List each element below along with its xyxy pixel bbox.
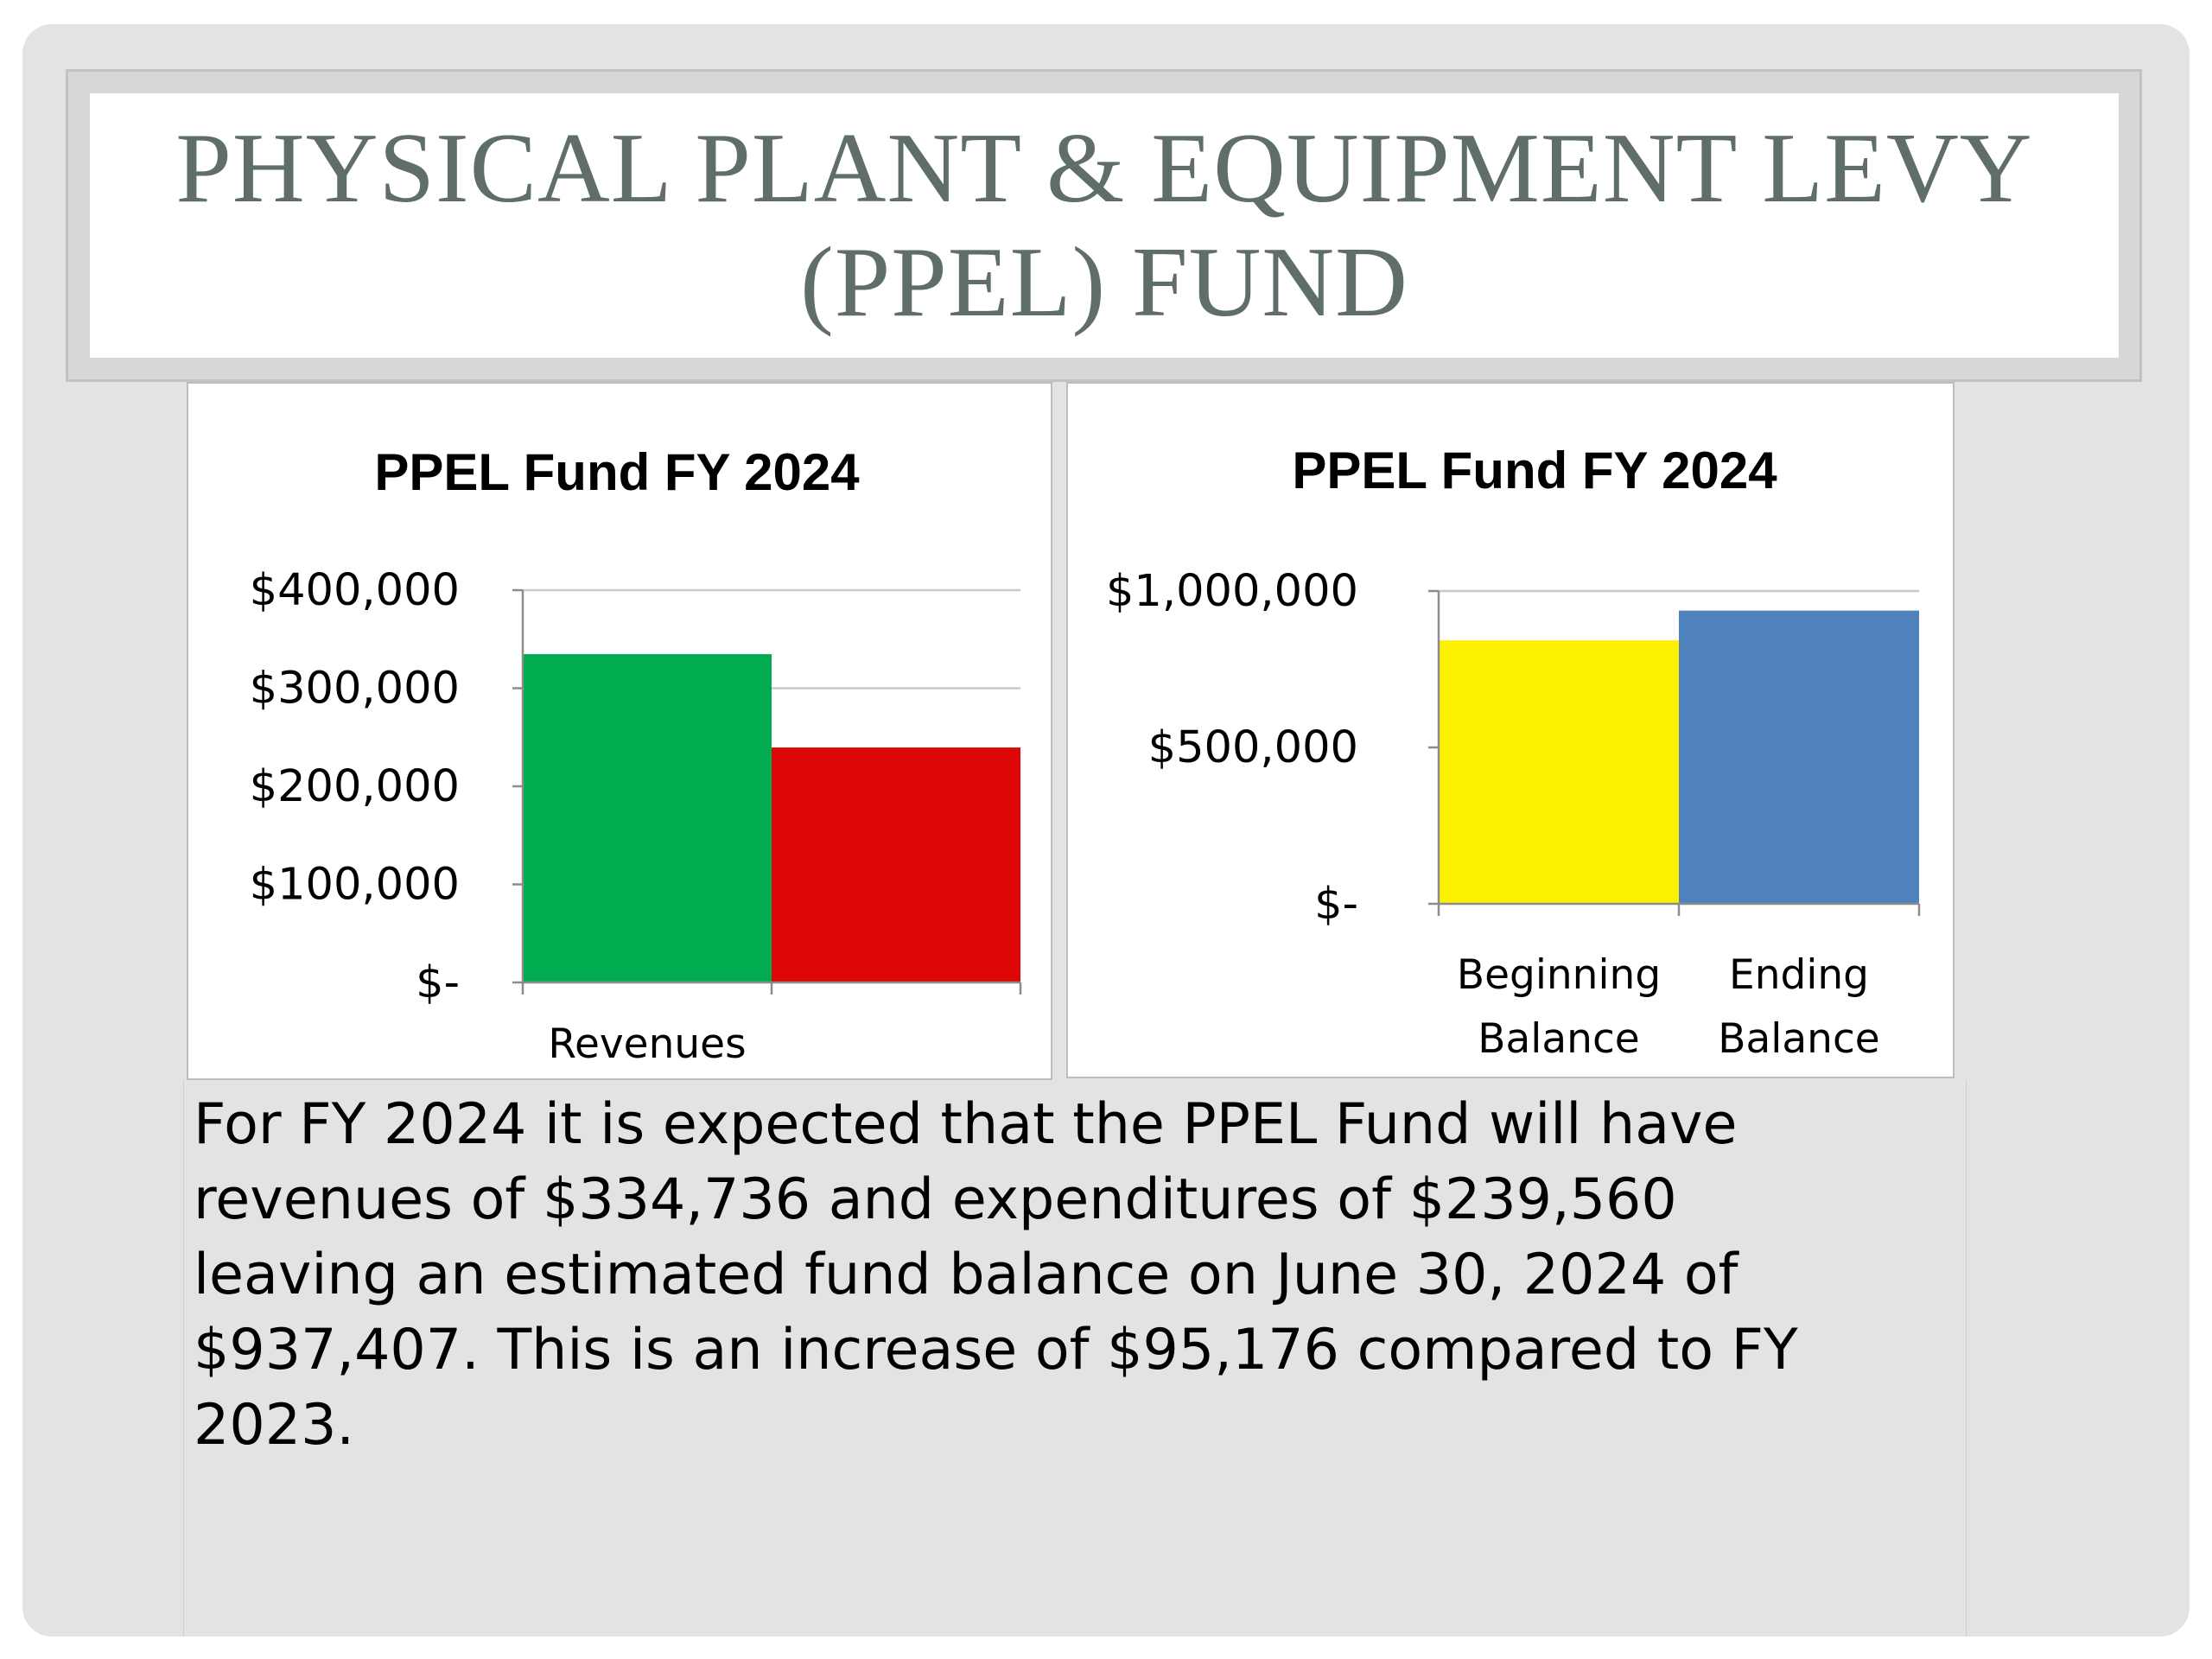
chart-canvas — [1068, 384, 1953, 1077]
fund-balance-chart — [1066, 382, 1955, 1078]
x-category-label: Beginning Balance — [1456, 951, 1662, 1063]
y-tick-label: $200,000 — [249, 761, 460, 812]
chart-title: PPEL Fund FY 2024 — [1292, 442, 1777, 499]
y-tick-label: $100,000 — [249, 859, 460, 911]
bar — [772, 747, 1020, 982]
y-tick-label: $400,000 — [249, 565, 460, 616]
slide-title: PHYSICAL PLANT & EQUIPMENT LEVY (PPEL) FUND — [175, 113, 2033, 338]
revenue-expenditure-chart — [187, 382, 1052, 1080]
bar — [1679, 611, 1919, 904]
y-tick-label: $- — [1314, 879, 1358, 930]
title-frame — [66, 69, 2142, 382]
chart-title: PPEL Fund FY 2024 — [374, 443, 860, 501]
title-box — [90, 93, 2119, 358]
y-tick-label: $500,000 — [1147, 722, 1358, 773]
y-tick-label: $- — [416, 957, 460, 1008]
summary-text: For FY 2024 it is expected that the PPEL Fund will have revenues of $334,736 and expenditures of $239,560 leaving an estimated fund balance on June 30, 2024 of $937,407. This is an increase of $95,176 compared to FY 2023. — [194, 1092, 1798, 1458]
y-tick-label: $1,000,000 — [1105, 566, 1358, 617]
y-tick-label: $300,000 — [249, 663, 460, 715]
bar — [1439, 640, 1679, 904]
bar — [523, 654, 772, 982]
chart-canvas — [188, 384, 1051, 1078]
x-category-label: Ending Balance — [1718, 951, 1880, 1063]
x-category-label: Revenues — [548, 1020, 747, 1068]
